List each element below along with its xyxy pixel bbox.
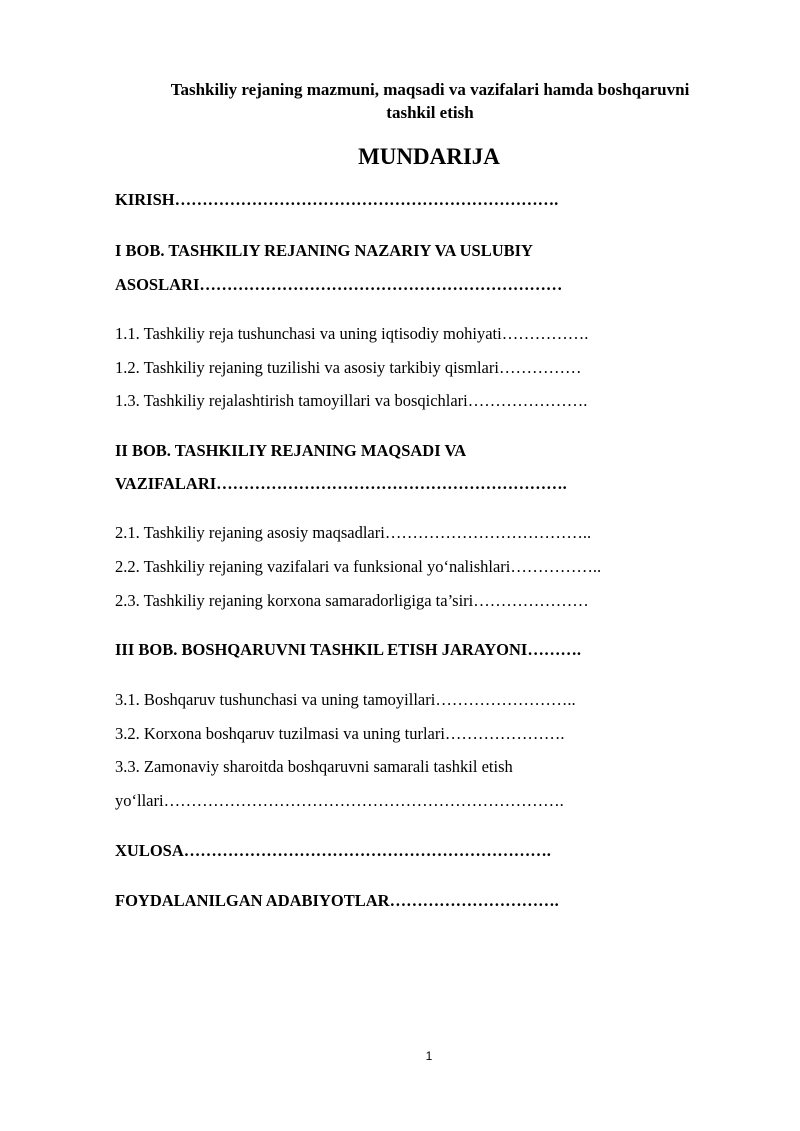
toc-section-3-2: 3.2. Korxona boshqaruv tuzilmasi va uning turlari………………….	[115, 724, 565, 743]
page-number: 1	[425, 1049, 433, 1063]
toc-chapter-1-line-1: I BOB. TASHKILIY REJANING NAZARIY VA USLUBIY	[115, 241, 533, 260]
toc-section-3-3-line-2: yo‘llari……………………………………………………………….	[115, 791, 564, 810]
toc-entry-conclusion: XULOSA………………………………………………………….	[115, 841, 551, 860]
toc-section-1-3: 1.3. Tashkiliy rejalashtirish tamoyillari va bosqichlari………………….	[115, 391, 588, 410]
toc-chapter-3: III BOB. BOSHQARUVNI TASHKIL ETISH JARAYONI……….	[115, 640, 581, 659]
title-line-1: Tashkiliy rejaning mazmuni, maqsadi va vazifalari hamda boshqaruvni	[170, 80, 690, 99]
toc-section-2-3: 2.3. Tashkiliy rejaning korxona samaradorligiga ta’siri…………………	[115, 591, 589, 610]
title-line-2: tashkil etish	[386, 103, 474, 122]
toc-chapter-2-line-2: VAZIFALARI……………………………………………………….	[115, 474, 567, 493]
toc-section-3-1: 3.1. Boshqaruv tushunchasi va uning tamoyillari……………………..	[115, 690, 576, 709]
toc-chapter-2-line-1: II BOB. TASHKILIY REJANING MAQSADI VA	[115, 441, 467, 460]
toc-entry-references: FOYDALANILGAN ADABIYOTLAR………………………….	[115, 891, 559, 910]
document-title	[120, 78, 740, 124]
toc-entry-intro: KIRISH…………………………………………………………….	[115, 190, 559, 209]
toc-chapter-1-line-2: ASOSLARI…………………………………………………………	[115, 275, 563, 294]
toc-section-2-2: 2.2. Tashkiliy rejaning vazifalari va funksional yo‘nalishlari……………..	[115, 557, 602, 576]
toc-section-3-3-line-1: 3.3. Zamonaviy sharoitda boshqaruvni samarali tashkil etish	[115, 757, 513, 776]
toc-section-1-1: 1.1. Tashkiliy reja tushunchasi va uning iqtisodiy mohiyati…………….	[115, 324, 589, 343]
toc-section-1-2: 1.2. Tashkiliy rejaning tuzilishi va asosiy tarkibiy qismlari……………	[115, 358, 582, 377]
contents-heading: MUNDARIJA	[358, 144, 500, 169]
toc-section-2-1: 2.1. Tashkiliy rejaning asosiy maqsadlari………………………………..	[115, 523, 592, 542]
